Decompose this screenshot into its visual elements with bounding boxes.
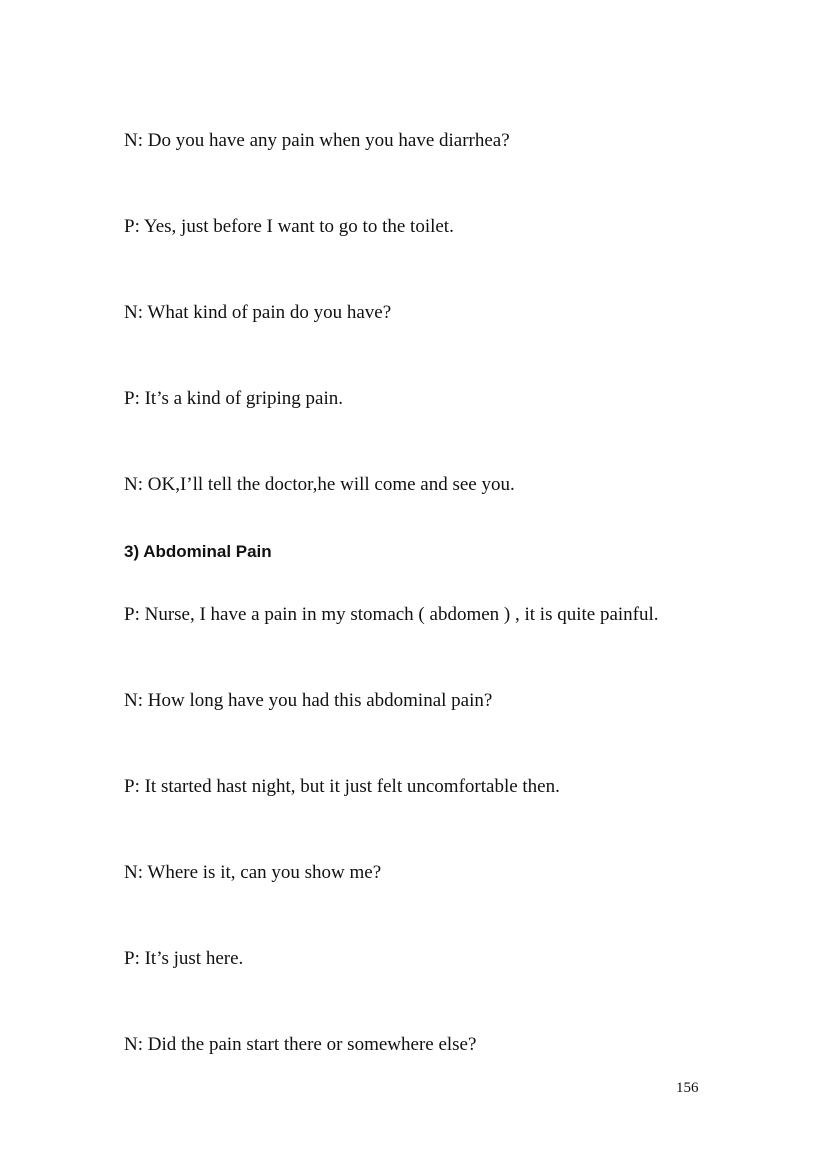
dialogue-line: N: Did the pain start there or somewhere else? xyxy=(124,1034,477,1055)
page-number: 156 xyxy=(676,1080,699,1096)
dialogue-line: N: Where is it, can you show me? xyxy=(124,862,382,883)
dialogue-line: P: Nurse, I have a pain in my stomach ( abdomen ) , it is quite painful. xyxy=(124,604,659,625)
dialogue-line: P: It’s a kind of griping pain. xyxy=(124,388,344,409)
dialogue-line: P: Yes, just before I want to go to the toilet. xyxy=(124,216,454,237)
dialogue-line: P: It’s just here. xyxy=(124,948,244,969)
dialogue-line: P: It started hast night, but it just felt uncomfortable then. xyxy=(124,776,560,797)
dialogue-line: N: OK,I’ll tell the doctor,he will come and see you. xyxy=(124,474,515,495)
dialogue-line: N: Do you have any pain when you have diarrhea? xyxy=(124,130,510,151)
dialogue-line: N: How long have you had this abdominal pain? xyxy=(124,690,493,711)
dialogue-line: N: What kind of pain do you have? xyxy=(124,302,392,323)
section-heading: 3) Abdominal Pain xyxy=(124,542,272,561)
